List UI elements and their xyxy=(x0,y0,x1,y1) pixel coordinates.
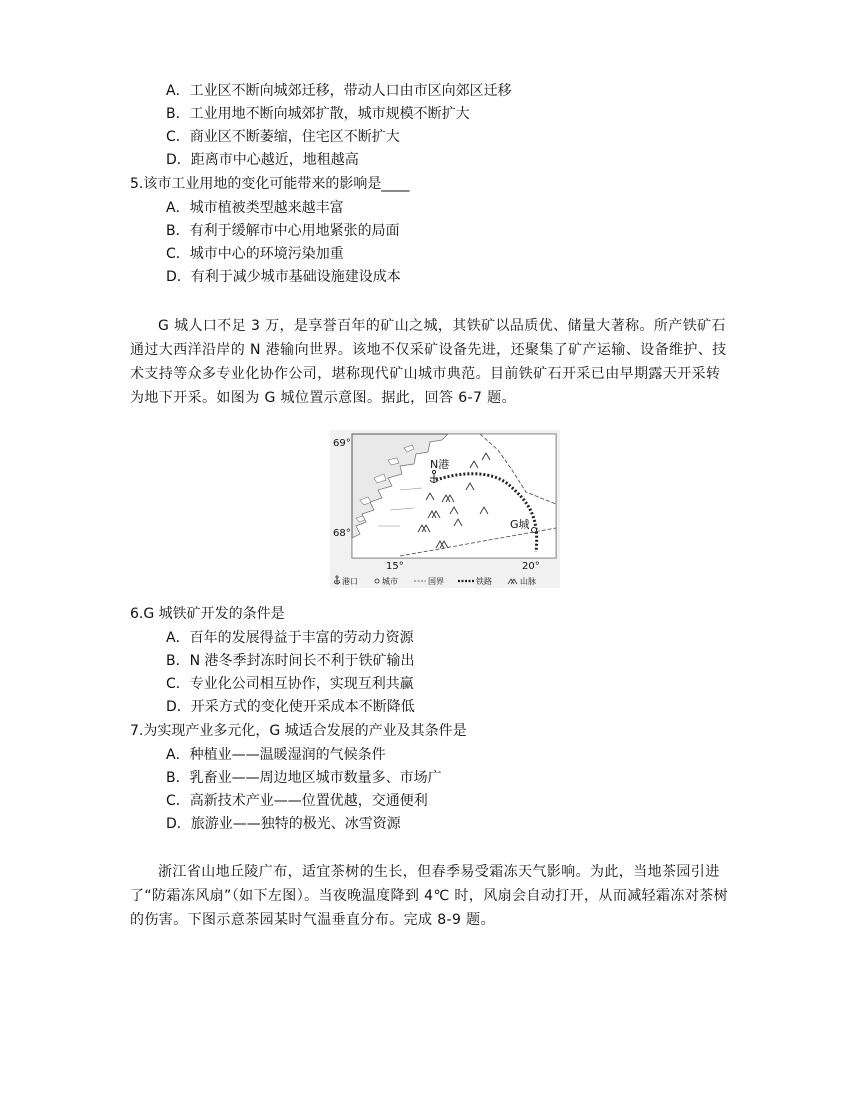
q6-option-b: B．N 港冬季封冻时间长不利于铁矿输出 xyxy=(166,653,415,669)
q5-option-b: B．有利于缓解市中心用地紧张的局面 xyxy=(166,223,400,239)
city-label: G城 xyxy=(510,518,530,531)
q7-option-c: C．高新技术产业——位置优越，交通便利 xyxy=(166,793,428,809)
passage-tea-garden-text: 浙江省山地丘陵广布，适宜茶树的生长，但春季易受霜冻天气影响。为此，当地茶园引进了“防霜冻风扇”（如下左图）。当夜晚温度降到 4℃ 时，风扇会自动打开，从而减轻霜冻对茶树的伤害。下图示意茶园某时气温垂直分布。完成 8-9 题。 xyxy=(130,864,729,928)
passage-g-city xyxy=(130,314,730,410)
q5-option-c: C．城市中心的环境污染加重 xyxy=(166,246,344,262)
legend-port: 港口 xyxy=(342,577,358,586)
q7-option-a: A．种植业——温暖湿润的气候条件 xyxy=(166,747,386,763)
legend-border: 国界 xyxy=(428,577,444,586)
passage-g-city-text: G 城人口不足 3 万，是享誉百年的矿山之城，其铁矿以品质优、储量大著称。所产铁矿石通过大西洋沿岸的 N 港输向世界。该地不仅采矿设备先进，还聚集了矿产运输、设备维护、技术支持等众多专业化协作公司，堪称现代矿山城市典范。目前铁矿石开采已由早期露天开采转为地下开采。如图为 G 城位置示意图。据此，回答 6-7 题。 xyxy=(130,318,727,406)
q5-stem: 5.该市工业用地的变化可能带来的影响是____ xyxy=(130,176,410,192)
lon-20-label: 20° xyxy=(522,561,540,572)
q6-option-d: D．开采方式的变化使开采成本不断降低 xyxy=(166,699,415,715)
q7-stem: 7.为实现产业多元化，G 城适合发展的产业及其条件是 xyxy=(130,723,467,739)
q7-option-b: B．乳畜业——周边地区城市数量多、市场广 xyxy=(166,770,442,786)
q5-option-d: D．有利于减少城市基础设施建设成本 xyxy=(166,269,401,285)
map-svg xyxy=(330,430,560,588)
q6-stem: 6.G 城铁矿开发的条件是 xyxy=(130,606,285,622)
q4-option-d: D．距离市中心越近，地租越高 xyxy=(166,152,359,168)
legend-railway: 铁路 xyxy=(476,577,492,586)
q4-option-a: A．工业区不断向城郊迁移，带动人口由市区向郊区迁移 xyxy=(166,83,512,99)
q5-option-a: A．城市植被类型越来越丰富 xyxy=(166,200,344,216)
city-marker xyxy=(532,528,537,533)
lon-15-label: 15° xyxy=(386,561,404,572)
legend-city: 城市 xyxy=(382,577,398,586)
city-icon xyxy=(375,579,379,583)
port-label: N港 xyxy=(430,458,450,471)
q4-option-c: C．商业区不断萎缩，住宅区不断扩大 xyxy=(166,129,400,145)
g-city-location-map xyxy=(330,430,560,588)
q7-option-d: D．旅游业——独特的极光、冰雪资源 xyxy=(166,816,401,832)
legend-mountain: 山脉 xyxy=(520,577,536,586)
lat-69-label: 69° xyxy=(333,438,351,449)
q4-option-b: B．工业用地不断向城郊扩散，城市规模不断扩大 xyxy=(166,106,470,122)
lat-68-label: 68° xyxy=(333,528,351,539)
passage-tea-garden xyxy=(130,860,730,932)
q6-option-a: A．百年的发展得益于丰富的劳动力资源 xyxy=(166,630,414,646)
q6-option-c: C．专业化公司相互协作，实现互利共赢 xyxy=(166,676,414,692)
